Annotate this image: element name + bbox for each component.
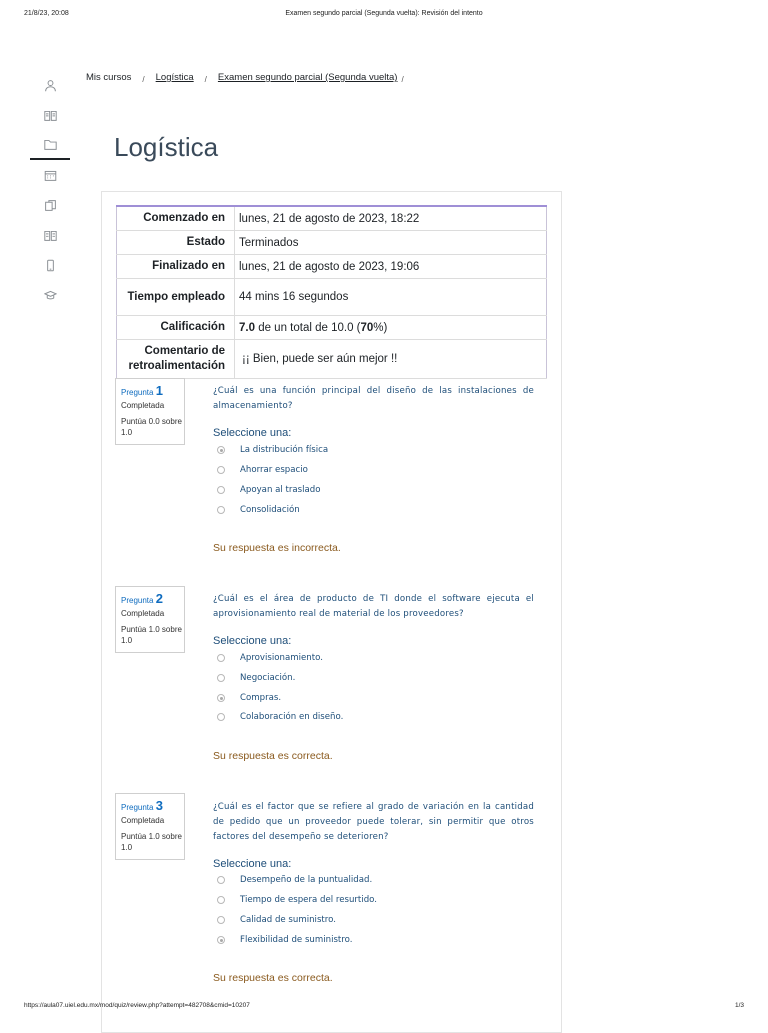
question-number <box>121 798 184 813</box>
grade-end: %) <box>373 321 388 334</box>
folder-icon[interactable] <box>30 130 70 160</box>
question-label: Pregunta <box>121 803 154 812</box>
question-grade: Puntúa 0.0 sobre 1.0 <box>121 417 182 437</box>
question-state: Completada <box>121 609 165 618</box>
answer-prompt: Seleccione una: <box>213 858 292 870</box>
option-label: Aprovisionamiento. <box>240 653 323 663</box>
answer-option[interactable] <box>217 935 353 945</box>
question-number-value: 3 <box>155 798 163 813</box>
radio-button[interactable] <box>217 674 225 682</box>
question-number-value: 2 <box>155 591 163 606</box>
question-label: Pregunta <box>121 596 154 605</box>
radio-button[interactable] <box>217 916 225 924</box>
book-icon[interactable] <box>30 100 70 130</box>
breadcrumb-logistica[interactable]: Logística <box>155 72 194 83</box>
option-label: Tiempo de espera del resurtido. <box>240 895 377 905</box>
question-text: ¿Cuál es el área de producto de TI donde el software ejecuta el aprovisionamiento real de material de los proveedores? <box>213 594 534 619</box>
summary-label: Comenzado en <box>117 206 235 231</box>
summary-label: Calificación <box>117 316 235 340</box>
answer-prompt: Seleccione una: <box>213 427 292 439</box>
radio-button[interactable] <box>217 896 225 904</box>
page-title: Logística <box>114 132 219 162</box>
option-label: Flexibilidad de suministro. <box>240 935 353 945</box>
breadcrumb-separator: / <box>204 75 207 84</box>
summary-label: Comentario de retroalimentación <box>117 340 235 379</box>
summary-value: ¡¡ Bien, puede ser aún mejor !! <box>235 340 547 379</box>
radio-button[interactable] <box>217 486 225 494</box>
breadcrumb-mis-cursos[interactable]: Mis cursos <box>86 72 132 83</box>
question-grade: Puntúa 1.0 sobre 1.0 <box>121 625 182 645</box>
answer-option[interactable] <box>217 445 328 455</box>
summary-label: Tiempo empleado <box>117 279 235 316</box>
summary-label: Estado <box>117 231 235 255</box>
option-label: Compras. <box>240 693 282 703</box>
summary-value: lunes, 21 de agosto de 2023, 19:06 <box>235 255 547 279</box>
breadcrumb-examen[interactable]: Examen segundo parcial (Segunda vuelta) <box>217 72 398 83</box>
question-number <box>121 383 184 398</box>
side-nav <box>30 70 70 310</box>
radio-button[interactable] <box>217 876 225 884</box>
question-number <box>121 591 184 606</box>
question-text: ¿Cuál es el factor que se refiere al grado de variación en la cantidad de pedido que un proveedor puede tolerar, sin permitir que otros factores del desempeño se deterioren? <box>213 802 534 842</box>
graduation-icon[interactable] <box>30 280 70 310</box>
answer-option[interactable] <box>217 465 308 475</box>
breadcrumb-separator: / <box>142 75 145 84</box>
radio-button[interactable] <box>217 654 225 662</box>
print-page-number: 1/3 <box>734 1002 744 1009</box>
question-grade: Puntúa 1.0 sobre 1.0 <box>121 832 182 852</box>
breadcrumb <box>86 72 415 83</box>
print-title: Examen segundo parcial (Segunda vuelta): Revisión del intento <box>285 10 483 17</box>
radio-button[interactable] <box>217 466 225 474</box>
summary-label: Finalizado en <box>117 255 235 279</box>
option-label: Calidad de suministro. <box>240 915 336 925</box>
attempt-summary-table <box>116 205 547 379</box>
summary-value: Terminados <box>235 231 547 255</box>
print-date: 21/8/23, 20:08 <box>24 10 69 17</box>
radio-button[interactable] <box>217 446 225 454</box>
print-url: https://aula07.uiel.edu.mx/mod/quiz/review.php?attempt=482708&cmid=10207 <box>24 1002 250 1009</box>
user-icon[interactable] <box>30 70 70 100</box>
summary-value: 44 mins 16 segundos <box>235 279 547 316</box>
radio-button[interactable] <box>217 694 225 702</box>
radio-button[interactable] <box>217 936 225 944</box>
question-number-value: 1 <box>155 383 163 398</box>
phone-icon[interactable] <box>30 250 70 280</box>
answer-option[interactable] <box>217 505 300 515</box>
option-label: Ahorrar espacio <box>240 465 308 475</box>
answer-feedback: Su respuesta es correcta. <box>213 972 333 984</box>
summary-grade-value <box>235 316 547 340</box>
grade-total: de un total de 10.0 ( <box>255 321 361 334</box>
option-label: Desempeño de la puntualidad. <box>240 875 373 885</box>
question-text: ¿Cuál es una función principal del diseño de las instalaciones de almacenamiento? <box>213 386 534 411</box>
question-info <box>115 793 185 860</box>
answer-feedback: Su respuesta es correcta. <box>213 750 333 762</box>
answer-option[interactable] <box>217 915 336 925</box>
grade-number: 7.0 <box>239 321 255 334</box>
calendar-icon[interactable] <box>30 160 70 190</box>
breadcrumb-separator: / <box>401 75 404 84</box>
radio-button[interactable] <box>217 506 225 514</box>
question-label: Pregunta <box>121 388 154 397</box>
answer-option[interactable] <box>217 653 323 663</box>
answer-prompt: Seleccione una: <box>213 635 292 647</box>
option-label: Colaboración en diseño. <box>240 712 344 722</box>
question-state: Completada <box>121 816 165 825</box>
answer-option[interactable] <box>217 673 295 683</box>
answer-option[interactable] <box>217 712 343 722</box>
option-label: Apoyan al traslado <box>240 485 321 495</box>
option-label: Consolidación <box>240 505 300 515</box>
question-info <box>115 378 185 445</box>
summary-value: lunes, 21 de agosto de 2023, 18:22 <box>235 206 547 231</box>
grade-percent: 70 <box>360 321 374 334</box>
question-state: Completada <box>121 401 165 410</box>
answer-option[interactable] <box>217 875 372 885</box>
answer-feedback: Su respuesta es incorrecta. <box>213 542 341 554</box>
book-open-icon[interactable] <box>30 220 70 250</box>
option-label: La distribución física <box>240 445 329 455</box>
answer-option[interactable] <box>217 485 321 495</box>
answer-option[interactable] <box>217 895 377 905</box>
answer-option[interactable] <box>217 693 281 703</box>
copy-icon[interactable] <box>30 190 70 220</box>
radio-button[interactable] <box>217 713 225 721</box>
option-label: Negociación. <box>240 673 296 683</box>
question-info <box>115 586 185 653</box>
